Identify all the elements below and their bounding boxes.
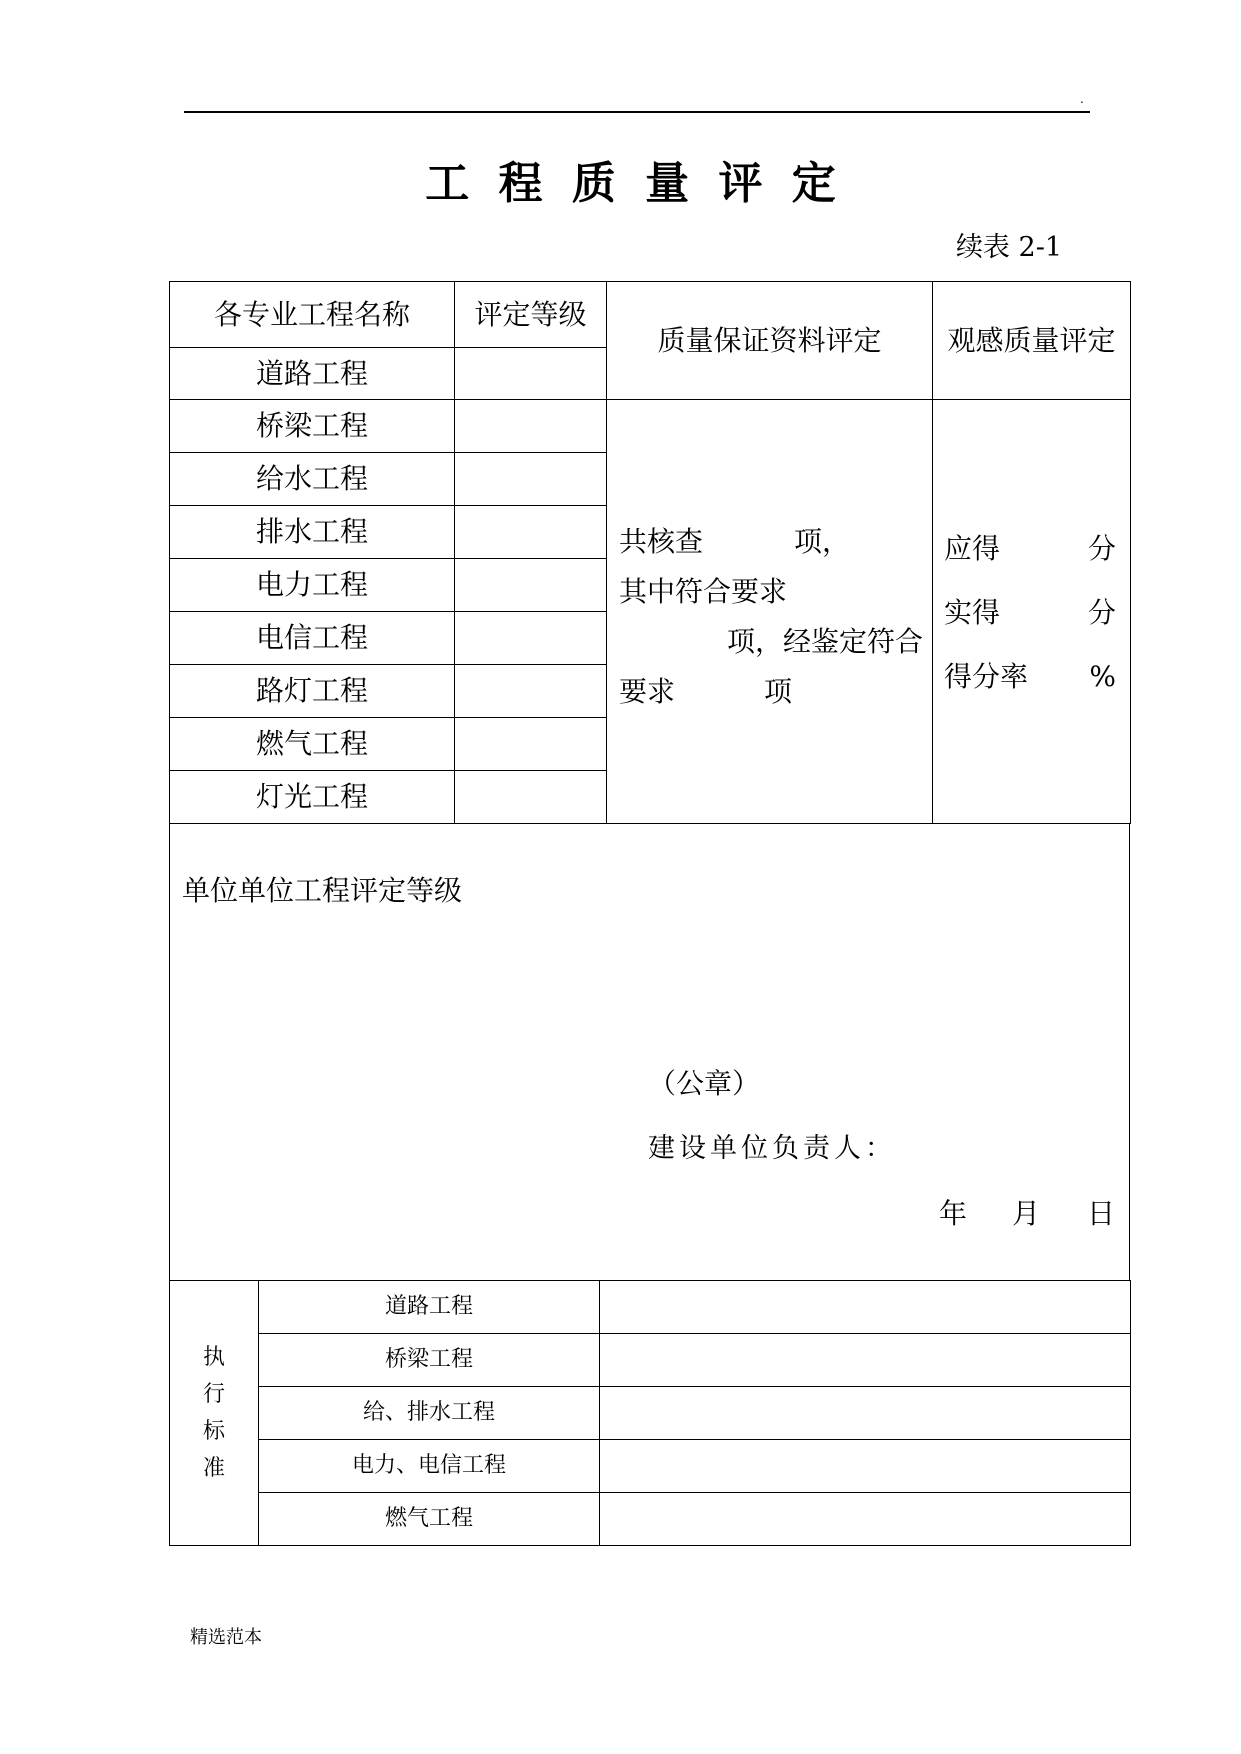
- project-name-cell: 排水工程: [170, 506, 455, 559]
- table-row: [170, 1281, 1131, 1334]
- header-project-name: 各专业工程名称: [170, 282, 455, 348]
- project-name-cell: 桥梁工程: [170, 400, 455, 453]
- date-month-label: 月: [1012, 1197, 1041, 1230]
- standard-value-cell: [600, 1493, 1131, 1546]
- verification-line: 其中符合要求: [619, 575, 788, 608]
- verification-line: 项，经鉴定符合: [726, 625, 923, 658]
- expected-score-unit: 分: [1087, 532, 1116, 565]
- table-row: [170, 400, 1131, 453]
- expected-score-label: 应得: [944, 532, 1001, 565]
- page-title: 工 程 质 量 评 定: [425, 158, 843, 209]
- verification-text: [607, 400, 932, 717]
- grade-cell: [455, 559, 607, 612]
- grade-cell: [455, 771, 607, 824]
- appearance-score: [933, 400, 1130, 709]
- score-rate-line: [933, 645, 1130, 709]
- actual-score-label: 实得: [944, 596, 1001, 629]
- official-seal-label: （公章）: [648, 1067, 761, 1100]
- header-row: [170, 282, 1131, 348]
- actual-score-unit: 分: [1087, 596, 1116, 629]
- table-row: [170, 1387, 1131, 1440]
- project-name-cell: 道路工程: [170, 348, 455, 400]
- corner-mark: .: [1080, 92, 1084, 106]
- standards-table: [169, 1280, 1131, 1546]
- project-name-cell: 灯光工程: [170, 771, 455, 824]
- table-row: [170, 1440, 1131, 1493]
- project-name-cell: 电信工程: [170, 612, 455, 665]
- table-label: 续表 2-1: [955, 232, 1062, 263]
- grade-cell: [455, 612, 607, 665]
- verification-line: [607, 667, 932, 717]
- verification-text-segment: 要求: [619, 675, 676, 708]
- project-name-cell: 电力工程: [170, 559, 455, 612]
- standard-value-cell: [600, 1281, 1131, 1334]
- standard-project-cell: 燃气工程: [259, 1493, 600, 1546]
- header-grade: 评定等级: [455, 282, 607, 348]
- date-day-label: 日: [1087, 1197, 1116, 1230]
- project-name-cell: 路灯工程: [170, 665, 455, 718]
- actual-score-line: [933, 581, 1130, 645]
- project-name-cell: 燃气工程: [170, 718, 455, 771]
- header-quality-assurance: 质量保证资料评定: [607, 282, 933, 400]
- date-year-label: 年: [939, 1197, 968, 1230]
- verification-cell: [607, 400, 933, 824]
- grade-cell: [455, 506, 607, 559]
- grade-cell: [455, 400, 607, 453]
- table-row: [170, 1334, 1131, 1387]
- score-rate-unit: %: [1089, 660, 1116, 693]
- verification-text-segment: 项: [764, 675, 793, 708]
- standard-value-cell: [600, 1387, 1131, 1440]
- unit-evaluation-section: [169, 823, 1130, 1281]
- responsible-person-label: 建设单位负责人：: [648, 1133, 896, 1164]
- standard-value-cell: [600, 1334, 1131, 1387]
- standard-value-cell: [600, 1440, 1131, 1493]
- grade-cell: [455, 665, 607, 718]
- expected-score-line: [933, 517, 1130, 581]
- verification-text-segment: 项，: [794, 525, 851, 558]
- standard-project-cell: 电力、电信工程: [259, 1440, 600, 1493]
- appearance-score-cell: [933, 400, 1131, 824]
- standard-project-cell: 给、排水工程: [259, 1387, 600, 1440]
- project-name-cell: 给水工程: [170, 453, 455, 506]
- table-row: [170, 1493, 1131, 1546]
- grade-cell: [455, 718, 607, 771]
- standard-project-cell: 道路工程: [259, 1281, 600, 1334]
- standards-label-cell: [170, 1281, 259, 1546]
- page-footer: 精选范本: [190, 1627, 262, 1648]
- standard-project-cell: 桥梁工程: [259, 1334, 600, 1387]
- header-rule: [184, 111, 1090, 113]
- header-appearance: 观感质量评定: [933, 282, 1131, 400]
- verification-text-segment: 共核查: [619, 525, 704, 558]
- standards-label: 执行标准: [203, 1345, 226, 1481]
- grade-cell: [455, 348, 607, 400]
- score-rate-label: 得分率: [944, 660, 1029, 693]
- verification-line: [607, 517, 932, 567]
- unit-evaluation-label: 单位单位工程评定等级: [182, 874, 463, 907]
- project-evaluation-table: [169, 281, 1131, 824]
- grade-cell: [455, 453, 607, 506]
